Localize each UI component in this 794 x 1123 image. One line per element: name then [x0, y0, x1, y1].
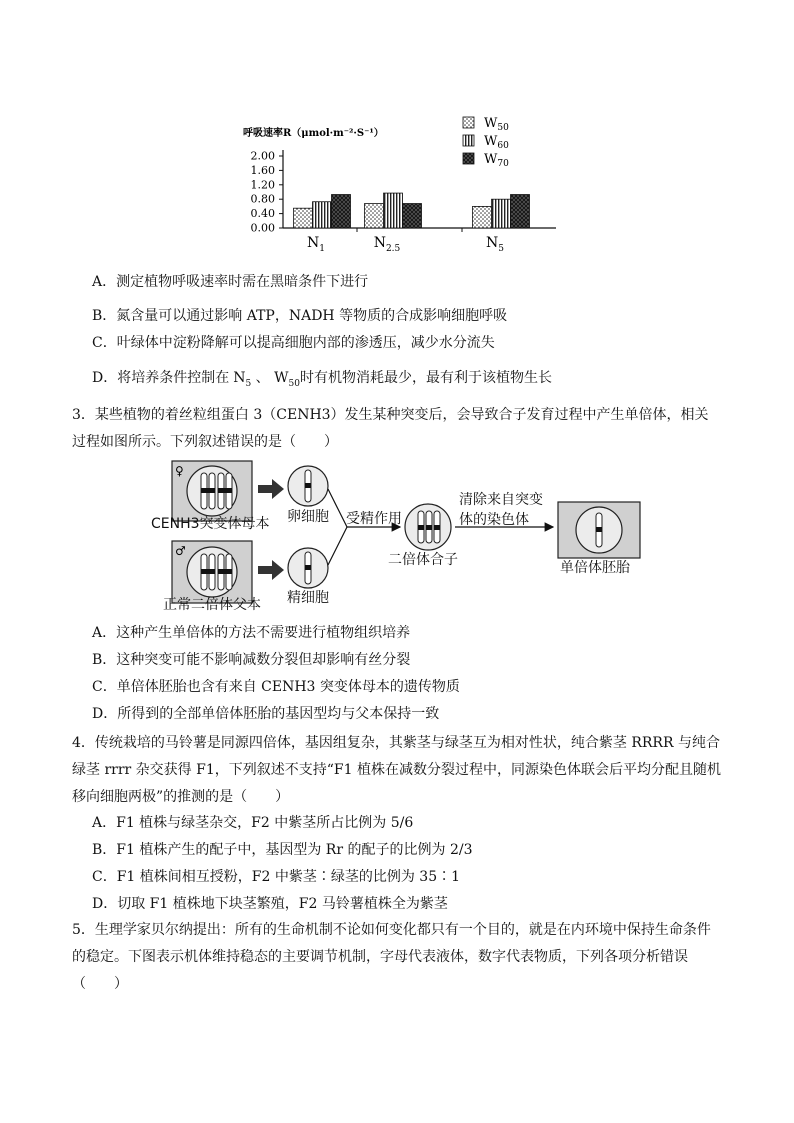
x-tick-label: $N_1$ — [307, 235, 325, 254]
q2-option-d-post: 时有机物消耗最少，最有利于该植物生长 — [299, 370, 552, 386]
legend-label: $W_{60}$ — [484, 134, 509, 151]
female-symbol: ♀ — [175, 464, 184, 478]
fertilization-label: 受精作用 — [346, 511, 402, 527]
y-tick-label: 1.60 — [250, 163, 275, 177]
male-symbol: ♂ — [175, 544, 186, 558]
chart-ylabel: 呼吸速率R（μmol·m⁻²·S⁻¹） — [243, 128, 384, 139]
embryo-label: 单倍体胚胎 — [560, 560, 630, 576]
legend-swatch — [463, 153, 474, 164]
mother-label: CENH3突变体母本 — [151, 516, 270, 532]
egg-label: 卵细胞 — [287, 509, 329, 525]
arrow-father-to-sperm — [258, 560, 284, 580]
y-tick-label: 0.00 — [250, 221, 275, 235]
q3-stem: 3．某些植物的着丝粒组蛋白 3（CENH3）发生某种突变后，会导致合子发育过程中产生单倍体，相关过程如图所示。下列叙述错误的是（ ） — [72, 407, 709, 450]
q3-option-c: C．单倍体胚胎也含有来自 CENH3 突变体母本的遗传物质 — [92, 679, 460, 695]
chart-legend — [463, 116, 509, 169]
clear-label-2: 体的染色体 — [459, 512, 529, 528]
q4-option-c: C．F1 植株间相互授粉，F2 中紫茎∶绿茎的比例为 35∶1 — [92, 869, 461, 885]
legend-label: $W_{50}$ — [484, 116, 509, 133]
arrow-mother-to-egg — [258, 479, 284, 499]
bar-W50-N2.5 — [365, 204, 384, 228]
bar-W50-N5 — [473, 206, 492, 228]
bar-W70-N2.5 — [403, 204, 422, 228]
q2-option-d-pre: D．将培养条件控制在 — [92, 370, 230, 386]
sperm-label: 精细胞 — [287, 590, 329, 606]
x-tick-label: $N_{2.5}$ — [373, 235, 401, 254]
q2-option-d: D．将培养条件控制在 $N_5$ 、 $W_{50}$时有机物消耗最少，最有利于该植物生长 — [92, 370, 552, 389]
q5-stem: 5．生理学家贝尔纳提出：所有的生命机制不论如何变化都只有一个目的，就是在内环境中保持生命条件的稳定。下图表示机体维持稳态的主要调节机制，字母代表液体，数字代表物质，下列各项分析错误（ ） — [72, 922, 711, 992]
bar-W60-N2.5 — [384, 193, 403, 228]
q2-option-b: B．氮含量可以通过影响 ATP，NADH 等物质的合成影响细胞呼吸 — [92, 308, 508, 324]
legend-swatch — [463, 117, 474, 128]
q2-option-a: A．测定植物呼吸速率时需在黑暗条件下进行 — [92, 274, 369, 290]
q4-stem: 4．传统栽培的马铃薯是同源四倍体，基因组复杂，其紫茎与绿茎互为相对性状，纯合紫茎 RRRR 与纯合绿茎 rrrr 杂交获得 F1，下列叙述不支持“F1 植株在减数分裂过程中，同源染色体联会后平均分配且随机移向细胞两极”的推测的是（ ） — [72, 735, 721, 805]
y-tick-label: 2.00 — [250, 149, 275, 163]
x-tick-label: $N_5$ — [486, 235, 504, 254]
q4-option-b: B．F1 植株产生的配子中，基因型为 Rr 的配子的比例为 2/3 — [92, 842, 473, 858]
clear-label-1: 清除来自突变 — [459, 492, 543, 508]
q3-option-d: D．所得到的全部单倍体胚胎的基因型均与父本保持一致 — [92, 706, 440, 722]
q3-option-a: A．这种产生单倍体的方法不需要进行植物组织培养 — [92, 625, 411, 641]
q2-option-c: C．叶绿体中淀粉降解可以提高细胞内部的渗透压，减少水分流失 — [92, 335, 495, 351]
q2-option-d-n: $N_5$ — [233, 370, 252, 389]
y-tick-label: 1.20 — [250, 178, 275, 192]
y-tick-label: 0.40 — [250, 207, 275, 221]
legend-swatch — [463, 135, 474, 146]
bar-W60-N5 — [492, 199, 511, 228]
bar-group — [294, 193, 530, 232]
x-axis-categories — [307, 235, 504, 254]
bar-W60-N1 — [313, 202, 332, 228]
cenh3-process-diagram — [0, 455, 794, 615]
bar-W70-N5 — [511, 195, 530, 228]
q4-option-d: D．切取 F1 植株地下块茎繁殖，F2 马铃薯植株全为紫茎 — [92, 896, 448, 912]
q2-option-d-w: $W_{50}$ — [274, 370, 300, 389]
legend-label: $W_{70}$ — [484, 152, 509, 169]
bar-W70-N1 — [332, 195, 351, 228]
zygote-label: 二倍体合子 — [388, 552, 458, 568]
y-tick-label: 0.80 — [250, 192, 275, 206]
bar-W50-N1 — [294, 208, 313, 228]
q3-option-b: B．这种突变可能不影响减数分裂但却影响有丝分裂 — [92, 652, 411, 668]
father-label: 正常二倍体父本 — [163, 597, 261, 613]
respiration-rate-chart — [0, 0, 794, 260]
q4-option-a: A．F1 植株与绿茎杂交，F2 中紫茎所占比例为 5/6 — [92, 815, 414, 831]
